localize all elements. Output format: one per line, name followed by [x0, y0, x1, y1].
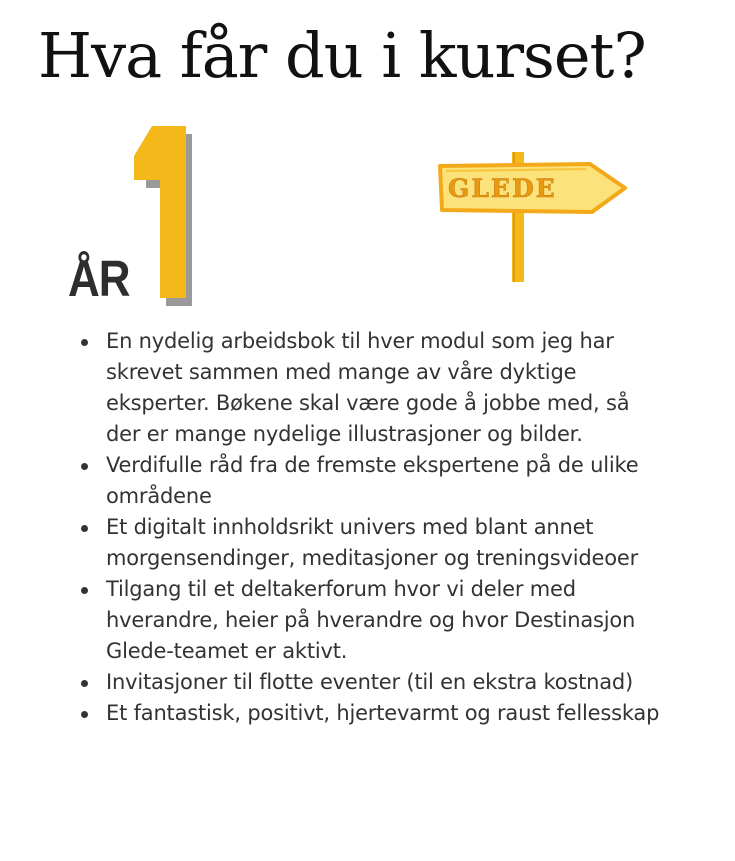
list-item: Verdifulle råd fra de fremste ekspertene på de ulike områdene — [106, 450, 666, 512]
year-number-fill — [134, 126, 186, 298]
benefits-list — [106, 326, 666, 729]
signpost-label: GLEDE — [448, 174, 557, 203]
list-item: Et digitalt innholdsrikt univers med blant annet morgensendinger, meditasjoner og treningsvideoer — [106, 512, 666, 574]
list-item: Et fantastisk, positivt, hjertevarmt og raust fellesskap — [106, 698, 666, 729]
page-title: Hva får du i kurset? — [38, 19, 646, 92]
list-item: Tilgang til et deltakerforum hvor vi deler med hverandre, heier på hverandre og hvor Destinasjon Glede-teamet er aktivt. — [106, 574, 666, 667]
year-label: ÅR — [68, 251, 130, 308]
list-item: En nydelig arbeidsbok til hver modul som jeg har skrevet sammen med mange av våre dyktige eksperter. Bøkene skal være gode å jobbe med, så der er mange nydelige illustrasjoner og bilder. — [106, 326, 666, 450]
list-item: Invitasjoner til flotte eventer (til en ekstra kostnad) — [106, 667, 666, 698]
signpost-icon — [430, 146, 630, 286]
year-number-text: 1 — [22, 4, 23, 5]
